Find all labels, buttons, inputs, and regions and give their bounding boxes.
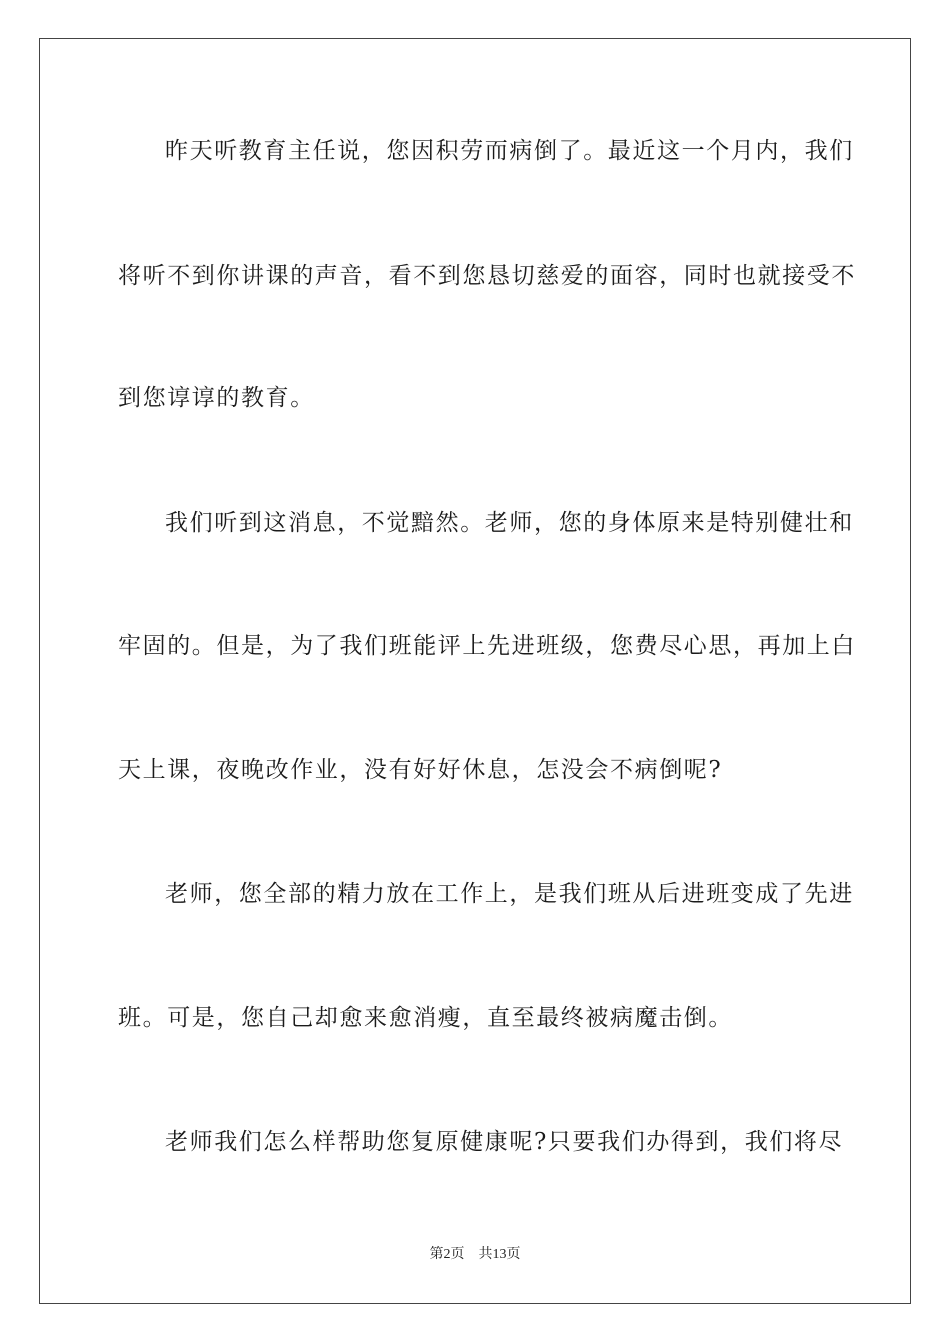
- total-pages: 共13页: [478, 1247, 521, 1262]
- paragraph-2-line-3: 天上课，夜晚改作业，没有好好休息，怎没会不病倒呢?: [118, 757, 723, 783]
- paragraph-1-line-3: 到您谆谆的教育。: [118, 385, 315, 411]
- page-number: 第2页: [429, 1247, 465, 1262]
- paragraph-2-line-2: 牢固的。但是，为了我们班能评上先进班级，您费尽心思，再加上白: [118, 633, 856, 659]
- paragraph-4-line-1: 老师我们怎么样帮助您复原健康呢?只要我们办得到，我们将尽: [165, 1129, 844, 1155]
- paragraph-3-line-1: 老师，您全部的精力放在工作上，是我们班从后进班变成了先进: [165, 881, 854, 907]
- page-frame: [39, 38, 911, 1304]
- paragraph-1-line-2: 将听不到你讲课的声音，看不到您恳切慈爱的面容，同时也就接受不: [118, 263, 856, 289]
- page-footer: [0, 1246, 950, 1264]
- paragraph-3-line-2: 班。可是，您自己却愈来愈消瘦，直至最终被病魔击倒。: [118, 1005, 733, 1031]
- paragraph-1-line-1: 昨天听教育主任说，您因积劳而病倒了。最近这一个月内，我们: [165, 138, 854, 164]
- paragraph-2-line-1: 我们听到这消息，不觉黯然。老师，您的身体原来是特别健壮和: [165, 510, 854, 536]
